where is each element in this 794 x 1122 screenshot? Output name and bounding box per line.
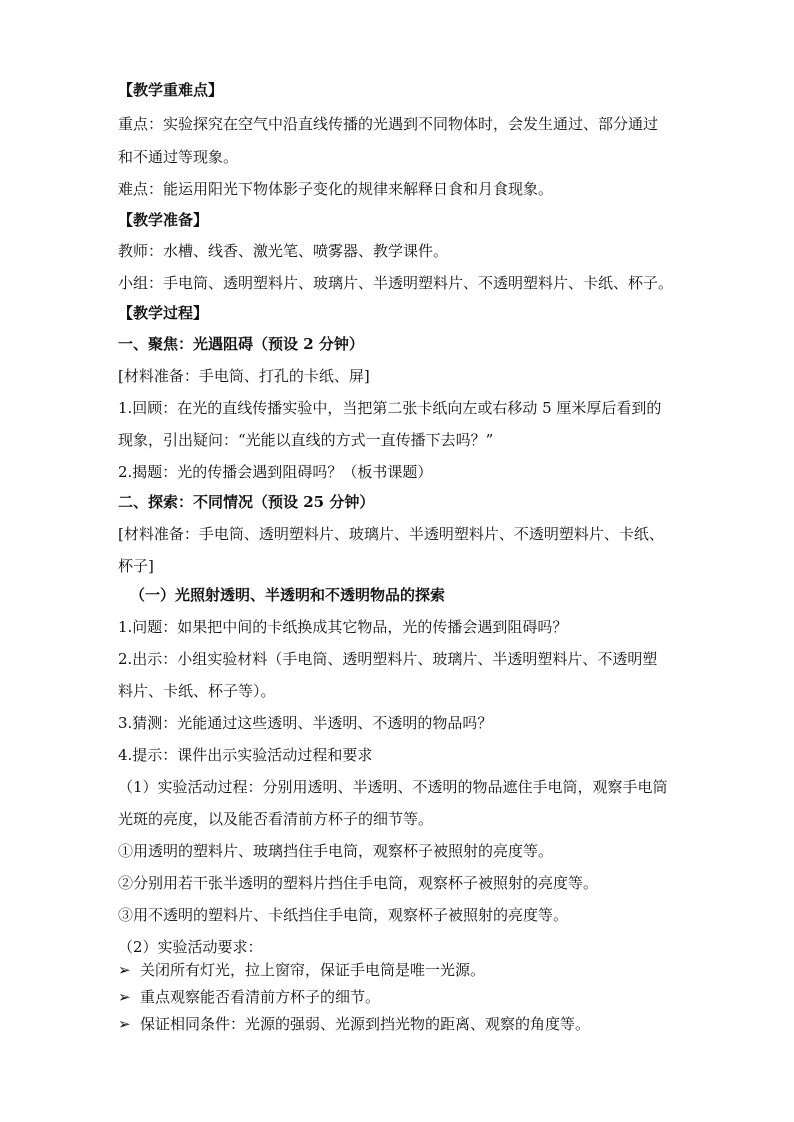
procedure-line1: （1）实验活动过程：分别用透明、半透明、不透明的物品遮住手电筒，观察手电筒 [118, 778, 668, 796]
question-2-line2: 料片、卡纸、杯子等）。 [118, 682, 276, 700]
part2-materials-line1: [材料准备：手电筒、透明塑料片、玻璃片、半透明塑料片、不透明塑料片、卡纸、 [118, 525, 664, 543]
step-3: ③用不透明的塑料片、卡纸挡住手电筒，观察杯子被照射的亮度等。 [118, 906, 569, 924]
question-4: 4.提示：课件出示实验活动过程和要求 [118, 746, 373, 764]
arrow-bullet-icon: ➢ [118, 961, 131, 979]
question-1: 1.问题：如果把中间的卡纸换成其它物品，光的传播会遇到阻碍吗？ [118, 618, 568, 636]
step-2: ②分别用若干张半透明的塑料片挡住手电筒，观察杯子被照射的亮度等。 [118, 874, 599, 892]
group-materials: 小组：手电筒、透明塑料片、玻璃片、半透明塑料片、不透明塑料片、卡纸、杯子。 [118, 274, 674, 292]
step-1: ①用透明的塑料片、玻璃挡住手电筒，观察杯子被照射的亮度等。 [118, 842, 554, 860]
requirements-title: （2）实验活动要求： [118, 938, 263, 956]
question-3: 3.猜测：光能通过这些透明、半透明、不透明的物品吗？ [118, 714, 493, 732]
bullet-text: 关闭所有灯光，拉上窗帘，保证手电筒是唯一光源。 [140, 961, 486, 979]
sub1-title: （一）光照射透明、半透明和不透明物品的探索 [130, 586, 446, 604]
part2-materials-line2: 杯子] [118, 557, 154, 575]
part1-title: 一、聚焦：光遇阻碍（预设 2 分钟） [118, 335, 364, 353]
part1-materials: [材料准备：手电筒、打孔的卡纸、屏] [118, 367, 370, 385]
heading-preparation: 【教学准备】 [118, 211, 209, 229]
heading-key-points: 【教学重难点】 [118, 81, 224, 99]
arrow-bullet-icon: ➢ [118, 988, 131, 1006]
part1-item2: 2.揭题：光的传播会遇到阻碍吗？（板书课题） [118, 463, 433, 481]
bullet-text: 保证相同条件：光源的强弱、光源到挡光物的距离、观察的角度等。 [140, 1015, 591, 1033]
bullet-item [118, 1014, 590, 1034]
part1-item1-line2: 现象，引出疑问：“光能以直线的方式一直传播下去吗？” [118, 431, 494, 449]
arrow-bullet-icon: ➢ [118, 1015, 131, 1033]
key-point-line-1: 重点：实验探究在空气中沿直线传播的光遇到不同物体时，会发生通过、部分通过 [118, 115, 659, 133]
question-2-line1: 2.出示：小组实验材料（手电筒、透明塑料片、玻璃片、半透明塑料片、不透明塑 [118, 650, 658, 668]
teacher-materials: 教师：水槽、线香、激光笔、喷雾器、教学课件。 [118, 242, 449, 260]
heading-process: 【教学过程】 [118, 304, 209, 322]
key-point-line-2: 和不通过等现象。 [118, 148, 239, 166]
bullet-item [118, 960, 485, 980]
procedure-line2: 光斑的亮度，以及能否看清前方杯子的细节等。 [118, 810, 434, 828]
difficulty-line: 难点：能运用阳光下物体影子变化的规律来解释日食和月食现象。 [118, 180, 554, 198]
bullet-text: 重点观察能否看清前方杯子的细节。 [140, 988, 381, 1006]
part1-item1-line1: 1.回顾：在光的直线传播实验中，当把第二张卡纸向左或右移动 5 厘米厚后看到的 [118, 399, 662, 417]
bullet-item [118, 987, 380, 1007]
part2-title: 二、探索：不同情况（预设 25 分钟） [118, 493, 375, 511]
